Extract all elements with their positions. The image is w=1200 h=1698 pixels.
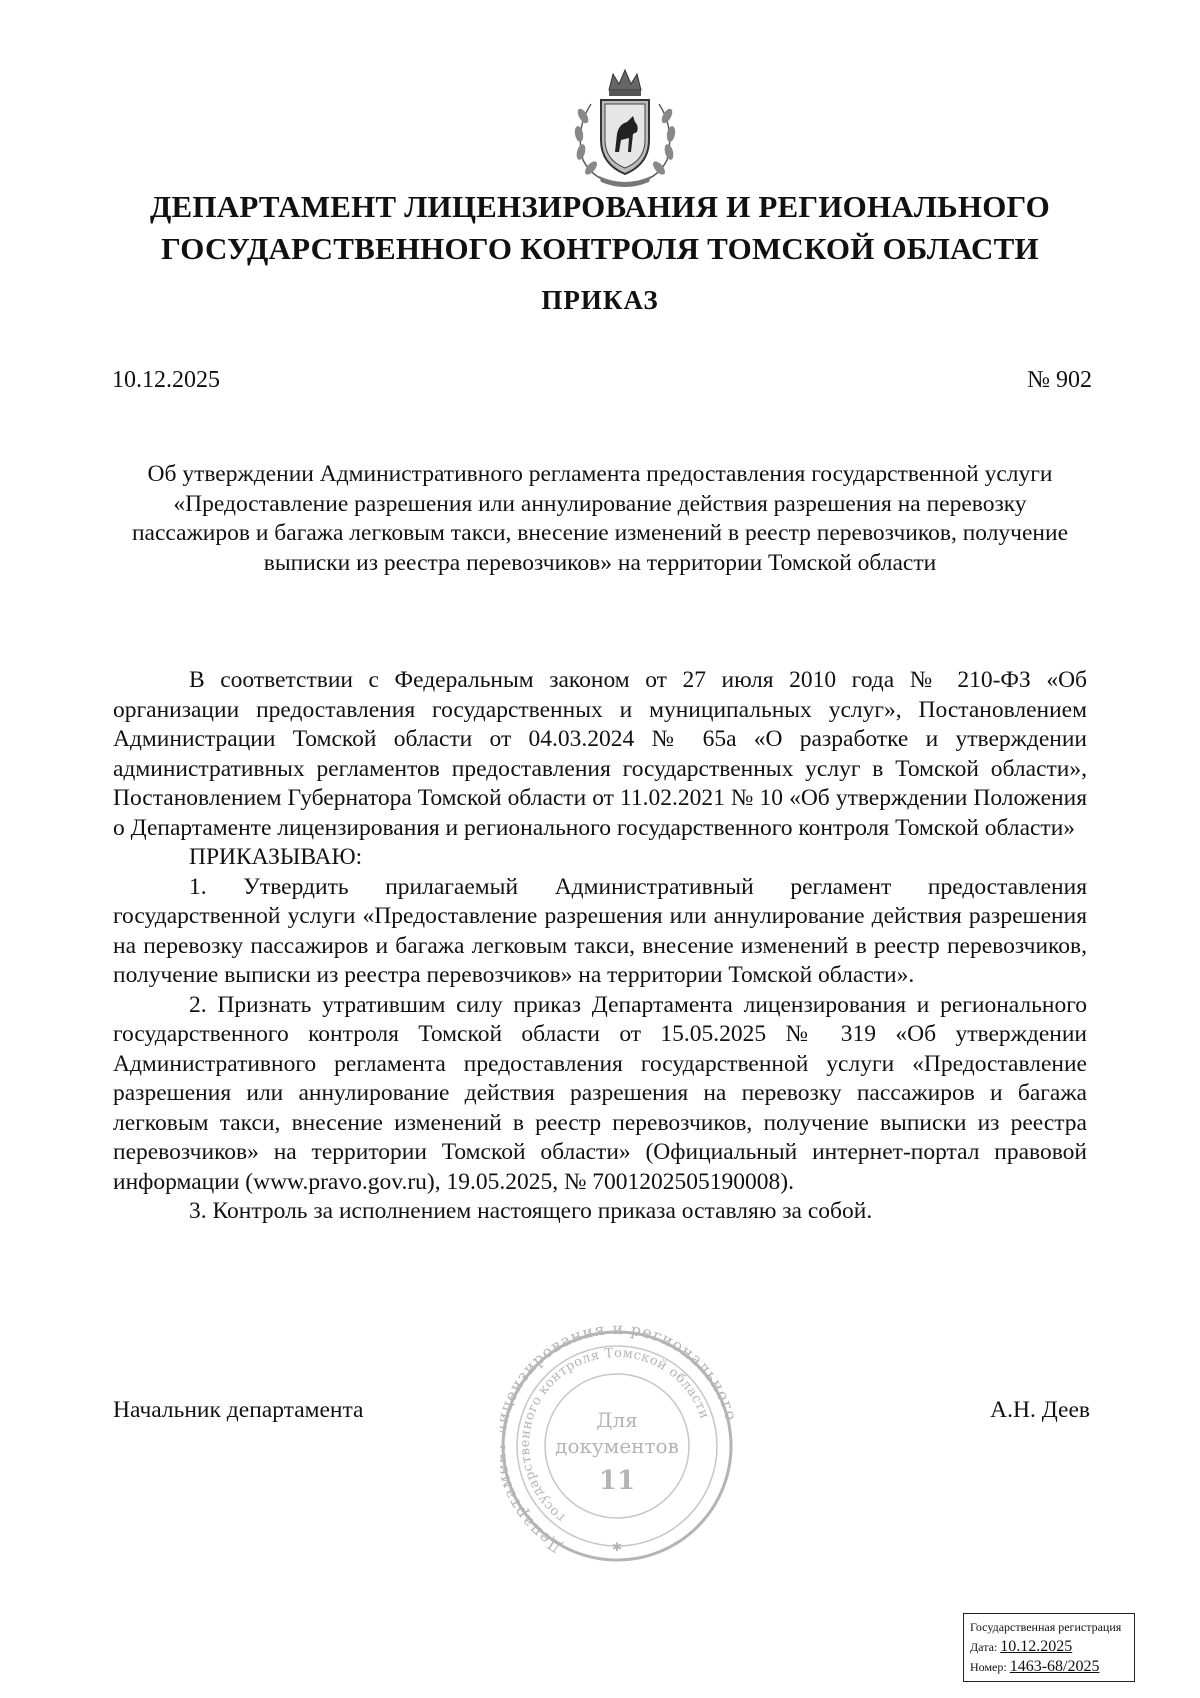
order-number: № 902 [1027, 367, 1092, 393]
preamble-paragraph: В соответствии с Федеральным законом от 27 июля 2010 года № 210-ФЗ «Об организации предоставления государственных и муниципальных услуг», Постановлением Администрации Томской области от 04.03.2024 № 65а «О разработке и утверждении административных регламентов предоставления государственных услуг в Томской области», Постановлением Губернатора Томской области от 11.02.2021 № 10 «Об утверждении Положения о Департаменте лицензирования и регионального государственного контроля Томской области» [113, 667, 1087, 841]
registration-date-label: Дата: [970, 1640, 998, 1654]
signatory-name: А.Н. Деев [990, 1397, 1090, 1423]
registration-date-value: 10.12.2025 [1000, 1638, 1073, 1655]
registration-number-value: 1463-68/2025 [1009, 1658, 1100, 1675]
seal-center-number: 11 [598, 1466, 636, 1496]
order-date: 10.12.2025 [112, 367, 220, 393]
order-item-2: 2. Признать утратившим силу приказ Департамента лицензирования и регионального государственного контроля Томской области от 15.05.2025 № 319 «Об утверждении Административного регламента предоставления государственной услуги «Предоставление разрешения или аннулирование действия разрешения на перевозку пассажиров и багажа легковым такси, внесение изменений в реестр перевозчиков, получение выписки из реестра перевозчиков» на территории Томской области» (Официальный интернет-портал правовой информации (www.pravo.gov.ru), 19.05.2025, № 7001202505190008). [113, 991, 1087, 1195]
order-item-1: 1. Утвердить прилагаемый Административный регламент предоставления государственной услуги «Предоставление разрешения или аннулирование действия разрешения на перевозку пассажиров и багажа легковым такси, внесение изменений в реестр перевозчиков, получение выписки из реестра перевозчиков» на территории Томской области». [113, 873, 1087, 988]
order-body [113, 666, 1087, 1227]
seal-inner-text: государственного контроля Томской области [517, 1345, 712, 1525]
registration-number-label: Номер: [970, 1660, 1007, 1674]
seal-star-icon: ✱ [611, 1540, 623, 1554]
registration-stamp [963, 1613, 1135, 1682]
document-type: ПРИКАЗ [541, 285, 659, 315]
seal-center-line1: Для [596, 1408, 638, 1432]
order-word: ПРИКАЗЫВАЮ: [189, 844, 363, 870]
signatory-role: Начальник департамента [113, 1397, 364, 1423]
seal-center-line2: документов [555, 1434, 679, 1458]
registration-date-row [970, 1637, 1128, 1657]
order-item-3: 3. Контроль за исполнением настоящего приказа оставляю за собой. [189, 1198, 873, 1224]
official-seal-stamp [500, 1325, 735, 1580]
order-subject: Об утверждении Административного регламента предоставления государственной услуги «Предоставление разрешения или аннулирование действия разрешения на перевозку пассажиров и багажа легковым такси, внесение изменений в реестр перевозчиков, получение выписки из реестра перевозчиков» на территории Томской области [131, 461, 1069, 576]
coat-of-arms-icon [569, 64, 681, 192]
seal-outer-text: Департа ензирования и регионально [500, 1325, 735, 1558]
department-title: ДЕПАРТАМЕНТ ЛИЦЕНЗИРОВАНИЯ И РЕГИОНАЛЬНОГО ГОСУДАРСТВЕННОГО КОНТРОЛЯ ТОМСКОЙ ОБЛАСТИ [150, 189, 1050, 266]
registration-number-row [970, 1657, 1128, 1677]
registration-title: Государственная регистрация [970, 1620, 1122, 1634]
